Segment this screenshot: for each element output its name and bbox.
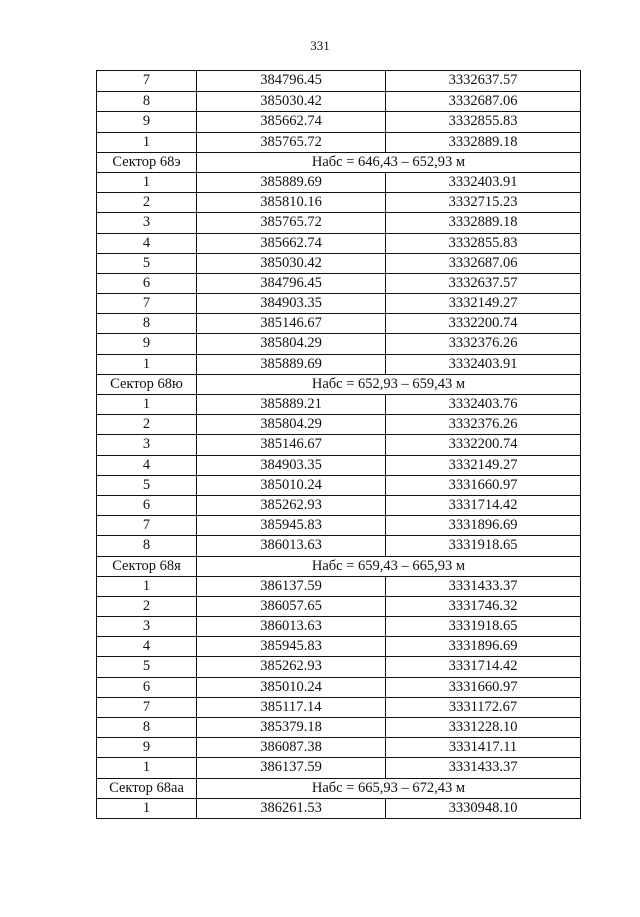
coordinate-y: 3331417.11 <box>448 739 518 756</box>
point-number: 6 <box>97 274 197 293</box>
point-number: 9 <box>97 334 197 353</box>
point-number: 7 <box>97 294 197 313</box>
table-row <box>97 132 580 152</box>
table-row <box>97 293 580 313</box>
page-number: 331 <box>310 38 330 53</box>
sector-name: Сектор 68я <box>97 557 197 576</box>
table-row <box>97 212 580 232</box>
point-number: 1 <box>97 355 197 374</box>
point-number: 5 <box>97 254 197 273</box>
point-number: 9 <box>97 112 197 131</box>
point-number: 7 <box>97 516 197 535</box>
coordinate-y: 3332889.18 <box>448 133 518 150</box>
table-row <box>97 798 580 818</box>
sector-elevation-range: Набс = 652,93 – 659,43 м <box>311 375 466 392</box>
coordinate-y: 3332889.18 <box>448 214 518 231</box>
point-number: 1 <box>97 758 197 777</box>
coordinate-y: 3332687.06 <box>448 93 518 110</box>
point-number: 5 <box>97 657 197 676</box>
point-number: 1 <box>97 799 197 818</box>
point-number: 1 <box>97 173 197 192</box>
point-number: 3 <box>97 435 197 454</box>
coordinate-x: 385810.16 <box>197 193 386 212</box>
coordinate-y: 3331433.37 <box>448 577 518 594</box>
coordinate-y: 3331896.69 <box>448 638 518 655</box>
coordinate-x: 385662.74 <box>197 112 386 131</box>
coordinate-y: 3332403.91 <box>448 173 518 190</box>
table-row <box>97 677 580 697</box>
sector-header-row <box>97 152 580 172</box>
coordinate-x: 385662.74 <box>197 234 386 253</box>
point-number: 2 <box>97 415 197 434</box>
sector-header-row <box>97 374 580 394</box>
point-number: 8 <box>97 314 197 333</box>
table-row <box>97 354 580 374</box>
coordinate-x: 385117.14 <box>197 698 386 717</box>
coordinate-x: 384903.35 <box>197 294 386 313</box>
coordinate-y: 3332637.57 <box>448 72 518 88</box>
sector-name: Сектор 68э <box>97 153 197 172</box>
table-row <box>97 757 580 777</box>
coordinate-y: 3332637.57 <box>448 274 518 291</box>
coordinate-x: 385262.93 <box>197 657 386 676</box>
coordinate-x: 386057.65 <box>197 597 386 616</box>
coordinate-x: 385146.67 <box>197 314 386 333</box>
coordinate-y: 3332200.74 <box>448 436 518 453</box>
table-row <box>97 535 580 555</box>
coordinate-y: 3332855.83 <box>448 113 518 130</box>
point-number: 4 <box>97 234 197 253</box>
point-number: 8 <box>97 536 197 555</box>
table-row <box>97 515 580 535</box>
coordinate-y: 3332376.26 <box>448 335 518 352</box>
coordinate-y: 3331228.10 <box>448 719 518 735</box>
coordinate-y: 3331896.69 <box>448 517 518 534</box>
table-row <box>97 636 580 656</box>
coordinate-y: 3331714.42 <box>448 658 518 675</box>
table-row <box>97 253 580 273</box>
table-row <box>97 313 580 333</box>
coordinate-y: 3332149.27 <box>448 456 518 473</box>
point-number: 1 <box>97 133 197 152</box>
coordinate-y: 3332687.06 <box>448 254 518 271</box>
coordinate-y: 3331433.37 <box>448 759 518 776</box>
coordinates-table <box>96 70 581 819</box>
point-number: 1 <box>97 395 197 414</box>
coordinate-y: 3331918.65 <box>448 618 518 635</box>
coordinate-x: 385010.24 <box>197 476 386 495</box>
coordinate-x: 385765.72 <box>197 213 386 232</box>
coordinate-y: 3332403.76 <box>448 396 518 412</box>
table-row <box>97 576 580 596</box>
coordinate-x: 386013.63 <box>197 617 386 636</box>
sector-name: Сектор 68аа <box>97 779 197 798</box>
coordinate-y: 3331714.42 <box>448 496 518 513</box>
table-row <box>97 495 580 515</box>
coordinate-y: 3332376.26 <box>448 416 518 433</box>
point-number: 4 <box>97 456 197 475</box>
point-number: 4 <box>97 637 197 656</box>
coordinate-x: 385010.24 <box>197 678 386 697</box>
coordinate-x: 385804.29 <box>197 334 386 353</box>
point-number: 3 <box>97 617 197 636</box>
table-row <box>97 91 580 111</box>
table-row <box>97 717 580 737</box>
sector-elevation-range: Набс = 646,43 – 652,93 м <box>311 153 466 170</box>
table-row <box>97 414 580 434</box>
sector-elevation-range: Набс = 665,93 – 672,43 м <box>311 779 466 796</box>
coordinate-y: 3331746.32 <box>448 597 518 614</box>
point-number: 6 <box>97 678 197 697</box>
point-number: 7 <box>97 71 197 91</box>
point-number: 7 <box>97 698 197 717</box>
point-number: 5 <box>97 476 197 495</box>
coordinate-x: 385146.67 <box>197 435 386 454</box>
coordinate-x: 384903.35 <box>197 456 386 475</box>
sector-elevation-range: Набс = 659,43 – 665,93 м <box>311 557 466 574</box>
coordinate-x: 385030.42 <box>197 92 386 111</box>
coordinate-x: 385889.21 <box>197 395 386 414</box>
point-number: 6 <box>97 496 197 515</box>
table-row <box>97 596 580 616</box>
coordinate-y: 3331660.97 <box>448 476 518 493</box>
coordinate-y: 3330948.10 <box>448 799 518 816</box>
coordinate-x: 385262.93 <box>197 496 386 515</box>
coordinate-x: 384796.45 <box>197 71 386 91</box>
table-row <box>97 455 580 475</box>
coordinate-x: 385889.69 <box>197 355 386 374</box>
coordinate-y: 3331660.97 <box>448 678 518 695</box>
sector-header-row <box>97 556 580 576</box>
table-row <box>97 71 580 91</box>
coordinate-x: 385765.72 <box>197 133 386 152</box>
point-number: 1 <box>97 577 197 596</box>
coordinate-x: 386137.59 <box>197 577 386 596</box>
table-row <box>97 233 580 253</box>
coordinate-x: 386013.63 <box>197 536 386 555</box>
coordinate-x: 386087.38 <box>197 738 386 757</box>
coordinate-y: 3331172.67 <box>448 698 518 715</box>
table-row <box>97 737 580 757</box>
coordinate-y: 3332855.83 <box>448 234 518 251</box>
coordinate-x: 385379.18 <box>197 718 386 737</box>
coordinate-x: 384796.45 <box>197 274 386 293</box>
point-number: 2 <box>97 193 197 212</box>
sector-name: Сектор 68ю <box>97 375 197 394</box>
point-number: 8 <box>97 718 197 737</box>
coordinate-y: 3332715.23 <box>448 194 518 211</box>
table-row <box>97 394 580 414</box>
table-row <box>97 656 580 676</box>
table-row <box>97 172 580 192</box>
coordinate-y: 3332200.74 <box>448 315 518 332</box>
table-row <box>97 475 580 495</box>
coordinate-x: 385030.42 <box>197 254 386 273</box>
coordinate-x: 385804.29 <box>197 415 386 434</box>
sector-header-row <box>97 778 580 798</box>
point-number: 2 <box>97 597 197 616</box>
coordinate-x: 385945.83 <box>197 637 386 656</box>
table-row <box>97 616 580 636</box>
coordinate-x: 386137.59 <box>197 758 386 777</box>
table-row <box>97 333 580 353</box>
table-row <box>97 192 580 212</box>
coordinate-x: 385945.83 <box>197 516 386 535</box>
coordinate-y: 3332403.91 <box>448 355 518 372</box>
point-number: 8 <box>97 92 197 111</box>
table-row <box>97 434 580 454</box>
table-row <box>97 273 580 293</box>
table-row <box>97 697 580 717</box>
point-number: 3 <box>97 213 197 232</box>
coordinate-x: 385889.69 <box>197 173 386 192</box>
coordinate-y: 3331918.65 <box>448 537 518 554</box>
point-number: 9 <box>97 738 197 757</box>
coordinate-x: 386261.53 <box>197 799 386 818</box>
coordinate-y: 3332149.27 <box>448 295 518 312</box>
table-row <box>97 111 580 131</box>
